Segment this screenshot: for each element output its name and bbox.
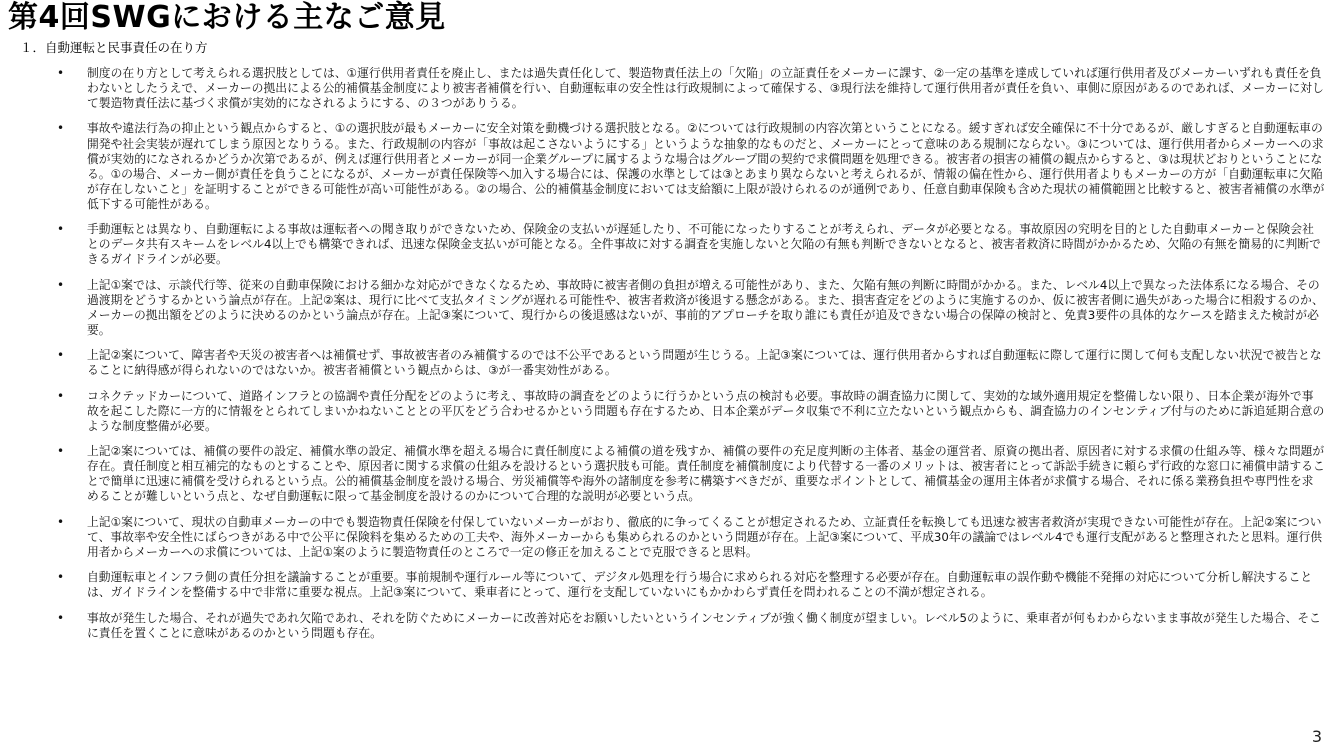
bullet-dot: • [57, 570, 65, 585]
list-item-text: 上記①案について、現状の自動車メーカーの中でも製造物責任保険を付保していないメーカーがおり、徹底的に争ってくることが想定されるため、立証責任を転換しても迅速な被害者救済が実現できない可能性が存在。上記②案について、事故率や安全性にばらつきがある中で公平に保険料を集めるための工夫や、海外メーカーからも集められるのかという問題が存在。上記③案について、平成30年の議論ではレベル4でも運行支配があると整理されたと思料。運行供用者からメーカーへの求償については、上記①案のように製造物責任のところで一定の修正を加えることで克服できると思料。 [87, 514, 1323, 559]
list-item [57, 121, 1325, 212]
list-item [57, 66, 1325, 111]
bullet-dot: • [57, 610, 65, 625]
page-number: 3 [1311, 727, 1322, 746]
page-title: 第4回SWGにおける主なご意見 [8, 0, 446, 35]
list-item-text: 上記②案については、補償の要件の設定、補償水準の設定、補償水準を超える場合に責任制度による補償の道を残すか、補償の要件の充足度判断の主体者、基金の運営者、原資の拠出者、原因者に対する求償の仕組み等、様々な問題が存在。責任制度と相互補完的なものとすることや、原因者に関する求償の仕組みを設けるという選択肢も可能。責任制度を補償制度により代替する一番のメリットは、被害者にとって訴訟手続きに頼らず行政的な窓口に補償申請することで簡単に迅速に補償を受けられるという点。公的補償基金制度を設ける場合、労災補償等や海外の諸制度を参考に構築すべきだが、重要なポイントとして、補償基金の運用主体者が求償する場合、それに係る業務負担や専門性を求めることが難しいという点と、なぜ自動運転に限って基金制度を設けるのかについて合理的な説明が必要という点。 [87, 444, 1325, 504]
list-item [57, 570, 1325, 600]
bullet-list [57, 66, 1325, 651]
list-item-text: コネクテッドカーについて、道路インフラとの協調や責任分配をどのように考え、事故時の調査をどのように行うかという点の検討も必要。事故時の調査協力に関して、実効的な域外適用規定を整備しない限り、日本企業が海外で事故を起こした際に一方的に情報をとられてしまいかねないこととの平仄をどう合わせるかという問題も存在するため、日本企業がデータ収集で不利に立たないという観点からも、調査協力のインセンティブ付与のために訴追延期合意のような制度整備が必要。 [87, 388, 1325, 433]
list-item [57, 389, 1325, 434]
list-item [57, 278, 1325, 338]
list-item-text: 制度の在り方として考えられる選択肢としては、①運行供用者責任を廃止し、または過失責任化して、製造物責任法上の「欠陥」の立証責任をメーカーに課す、②一定の基準を達成していれば運行供用者及びメーカーいずれも責任を負わないとしたうえで、メーカーの拠出による公的補償基金制度により被害者補償を行い、自動運転車の安全性は行政規制によって確保する、③現行法を維持して運行供用者が責任を負い、車側に原因があるのであれば、メーカーに対して製造物責任法に基づく求償が実効的になされるようにする、の３つがありうる。 [87, 66, 1324, 111]
list-item-text: 手動運転とは異なり、自動運転による事故は運転者への聞き取りができないため、保険金の支払いが遅延したり、不可能になったりすることが考えられ、データが必要となる。事故原因の究明を目的とした自動車メーカーと保険会社とのデータ共有スキームをレベル4以上でも構築できれば、迅速な保険金支払いが可能となる。全件事故に対する調査を実施しないと欠陥の有無も判断できないとなると、被害者救済に時間がかかるため、欠陥の有無を簡易的に判断できるガイドラインが必要。 [87, 222, 1321, 267]
bullet-dot: • [57, 388, 65, 403]
bullet-dot: • [57, 348, 65, 363]
bullet-dot: • [57, 66, 65, 80]
bullet-dot: • [57, 277, 65, 292]
bullet-dot: • [57, 444, 65, 459]
bullet-dot: • [57, 514, 65, 529]
list-item-text: 上記②案について、障害者や天災の被害者へは補償せず、事故被害者のみ補償するのでは不公平であるという問題が生じうる。上記③案については、運行供用者からすれば自動運転に際して運行に関して何も支配しない状況で被告となることに納得感が得られないのではないか。被害者補償という観点からは、③が一番実効性がある。 [87, 348, 1322, 378]
list-item-text: 事故や違法行為の抑止という観点からすると、①の選択肢が最もメーカーに安全対策を動機づける選択肢となる。②については行政規制の内容次第ということになる。緩すぎれば安全確保に不十分であるが、厳しすぎると自動運転車の開発や社会実装が遅れてしまう原因となりうる。また、行政規制の内容が「事故は起こさないようにする」というような抽象的なものだと、メーカーにとって意味のある規制にならない。③については、運行供用者からメーカーへの求償が実効的になされるかどうか次第であるが、例えば運行供用者とメーカーが同一企業グループに属するような場合はグループ間の契約で求償問題を処理できる。被害者の損害の補償の観点からすると、③は現状どおりということになる。①の場合、メーカー側が責任を負うことになるが、メーカーが責任保険等へ加入する場合には、保護の水準としては③とあまり異ならないと考えられるが、情報の偏在性から、運行供用者よりもメーカーの方が「自動運転車に欠陥が存在しないこと」を証明することができる可能性が高い可能性がある。②の場合、公的補償基金制度においては支給額に上限が設けられるのが通例であり、任意自動車保険も含めた現状の補償範囲と比較すると、被害者補償の水準が低下する可能性がある。 [87, 121, 1325, 211]
list-item-text: 上記①案では、示談代行等、従来の自動車保険における細かな対応ができなくなるため、事故時に被害者側の負担が増える可能性があり、また、欠陥有無の判断に時間がかかる。また、レベル4以上で異なった法体系になる場合、その過渡期をどうするかという論点が存在。上記②案は、現行に比べて支払タイミングが遅れる可能性や、被害者救済が後退する懸念がある。また、損害査定をどのように実施するのか、仮に被害者側に過失があった場合に相殺するのか、メーカーの拠出額をどのように決めるのかという論点が存在。上記③案について、現行からの後退感はないが、事前的アプローチを取り誰にも責任が追及できない場合の保障の検討と、免責3要件の具体的なケースを踏まえた検討が必要。 [87, 277, 1324, 337]
list-item-text: 事故が発生した場合、それが過失であれ欠陥であれ、それを防ぐためにメーカーに改善対応をお願いしたいというインセンティブが強く働く制度が望ましい。レベル5のように、乗車者が何もわからないまま事故が発生した場合、そこに責任を置くことに意味があるのかという問題も存在。 [87, 610, 1321, 640]
section-heading: １．自動運転と民事責任の在り方 [20, 40, 208, 55]
bullet-dot: • [57, 121, 65, 136]
list-item [57, 444, 1325, 504]
list-item [57, 515, 1325, 560]
list-item [57, 611, 1325, 641]
list-item [57, 348, 1325, 378]
list-item [57, 222, 1325, 267]
bullet-dot: • [57, 222, 65, 237]
list-item-text: 自動運転車とインフラ側の責任分担を議論することが重要。事前規制や運行ルール等について、デジタル処理を行う場合に求められる対応を整理する必要が存在。自動運転車の誤作動や機能不発揮の対応について分析し解決することは、ガイドラインを整備する中で非常に重要な視点。上記③案について、乗車者にとって、運行を支配していないにもかかわらず責任を問われることの不満が想定される。 [87, 570, 1313, 600]
